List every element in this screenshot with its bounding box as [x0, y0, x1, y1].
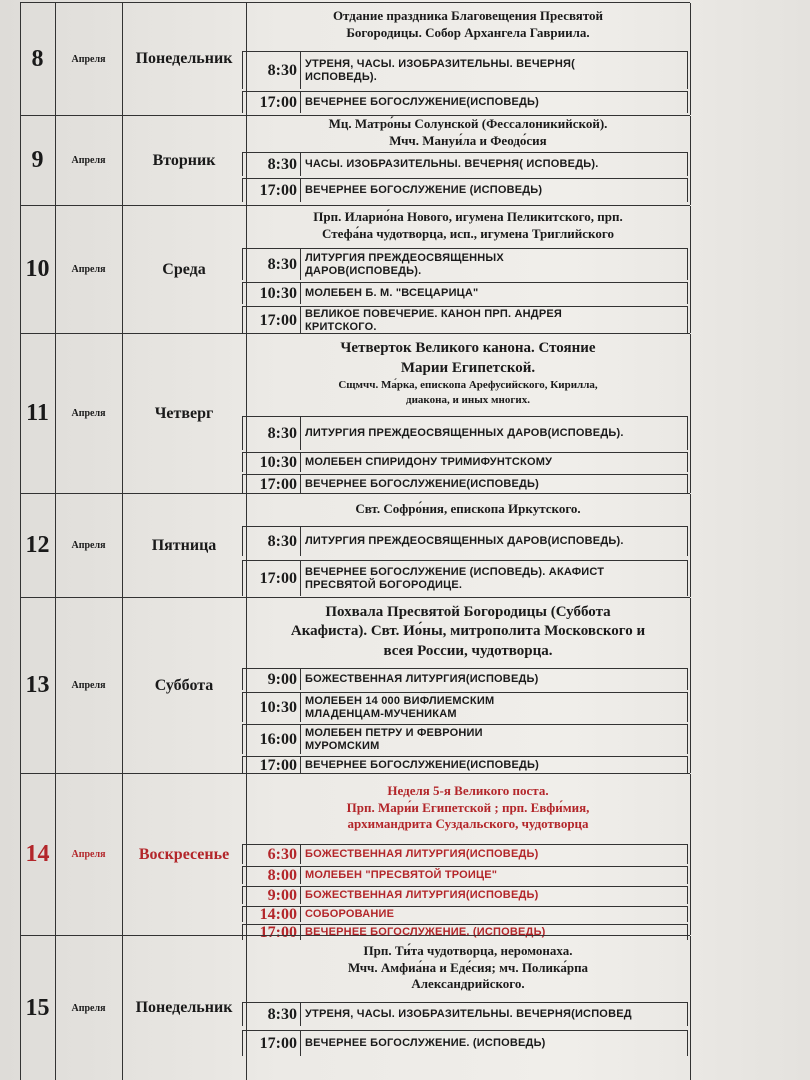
weekday-label: Понедельник	[135, 999, 233, 1016]
day-number: 11	[26, 400, 49, 426]
service-description: УТРЕНЯ, ЧАСЫ. ИЗОБРАЗИТЕЛЬНЫ. ВЕЧЕРНЯ( ИСПОВЕДЬ).	[305, 57, 575, 83]
service-row	[242, 668, 688, 690]
service-row	[242, 474, 688, 494]
feast-line: диакона, и иных многих.	[406, 393, 530, 406]
month-label: Апреля	[71, 155, 106, 166]
service-time: 16:00	[243, 725, 301, 754]
feast-line: Мчч. Амфиа́на и Еде́сия; мч. Полика́рпа	[347, 959, 589, 975]
feast-description	[246, 774, 690, 842]
month-label: Апреля	[71, 1002, 106, 1014]
service-description: ВЕЧЕРНЕЕ БОГОСЛУЖЕНИЕ(ИСПОВЕДЬ)	[305, 96, 540, 109]
service-row	[242, 844, 688, 864]
service-description: БОЖЕСТВЕННАЯ ЛИТУРГИЯ(ИСПОВЕДЬ)	[305, 889, 539, 902]
service-description: ЧАСЫ. ИЗОБРАЗИТЕЛЬНЫ. ВЕЧЕРНЯ( ИСПОВЕДЬ).	[305, 158, 599, 171]
service-description: БОЖЕСТВЕННАЯ ЛИТУРГИЯ(ИСПОВЕДЬ)	[305, 848, 539, 861]
day-number: 14	[25, 841, 50, 867]
feast-line: Похвала Пресвятой Богородицы (Суббота	[325, 603, 611, 620]
service-time: 17:00	[243, 1031, 301, 1056]
service-time: 8:30	[243, 1003, 301, 1026]
service-time: 8:30	[243, 527, 301, 556]
service-time: 17:00	[243, 561, 301, 596]
weekday-label: Четверг	[154, 404, 214, 422]
feast-description	[246, 3, 690, 47]
service-description: МОЛЕБЕН "ПРЕСВЯТОЙ ТРОИЦЕ"	[305, 869, 498, 882]
service-description: МОЛЕБЕН СПИРИДОНУ ТРИМИФУНТСКОМУ	[305, 456, 553, 469]
day-number: 8	[31, 45, 44, 72]
service-row	[242, 526, 688, 556]
service-row	[242, 692, 688, 722]
grid-line	[690, 334, 691, 493]
service-row	[242, 886, 688, 904]
service-time: 8:30	[243, 52, 301, 89]
service-description: ВЕЛИКОЕ ПОВЕЧЕРИЕ. КАНОН ПРП. АНДРЕЯ КРИТСКОГО.	[305, 307, 562, 333]
month-label: Апреля	[71, 849, 106, 860]
month-label: Апреля	[71, 680, 106, 691]
weekday-label: Воскресенье	[138, 845, 230, 863]
feast-line: Отдание праздника Благовещения Пресвятой	[332, 8, 604, 24]
feast-line: Марии Египетской.	[400, 359, 536, 376]
day-block-8	[20, 2, 690, 115]
weekday-label: Суббота	[154, 676, 214, 694]
feast-line: всея России, чудотворца.	[383, 642, 553, 659]
day-number: 9	[31, 147, 44, 173]
service-time: 9:00	[243, 887, 301, 904]
feast-line: Неделя 5-я Великого поста.	[387, 782, 549, 798]
grid-line	[690, 494, 691, 597]
service-row	[242, 91, 688, 113]
service-row	[242, 416, 688, 450]
service-row	[242, 756, 688, 774]
feast-line: Богородицы. Собор Архангела Гавриила.	[346, 25, 590, 40]
feast-description	[246, 206, 690, 246]
service-row	[242, 452, 688, 472]
grid-line	[690, 3, 691, 115]
month-label: Апреля	[71, 540, 106, 551]
weekday-label: Пятница	[151, 536, 217, 554]
feast-line: Прп. Иларио́на Нового, игумена Пеликитского, прп.	[313, 209, 623, 225]
service-description: СОБОРОВАНИЕ	[305, 908, 395, 921]
service-time: 10:30	[243, 283, 301, 304]
day-block-12	[20, 493, 690, 597]
feast-line: Прп. Ти́та чудотворца, неромонаха.	[363, 942, 573, 958]
day-block-14	[20, 773, 690, 941]
feast-line: архимандрита Суздальского, чудотворца	[347, 816, 589, 832]
service-description: БОЖЕСТВЕННАЯ ЛИТУРГИЯ(ИСПОВЕДЬ)	[305, 673, 539, 686]
service-row	[242, 282, 688, 304]
service-row	[242, 1002, 688, 1026]
service-description: УТРЕНЯ, ЧАСЫ. ИЗОБРАЗИТЕЛЬНЫ. ВЕЧЕРНЯ(ИСПОВЕД	[305, 1008, 632, 1021]
service-time: 8:30	[243, 417, 301, 450]
service-description: ЛИТУРГИЯ ПРЕЖДЕОСВЯЩЕННЫХ ДАРОВ(ИСПОВЕДЬ).	[305, 535, 624, 548]
service-time: 10:30	[243, 453, 301, 472]
service-time: 17:00	[243, 179, 301, 202]
service-time: 8:30	[243, 249, 301, 280]
day-block-10	[20, 205, 690, 333]
service-row	[242, 560, 688, 596]
day-block-9	[20, 115, 690, 205]
feast-description	[246, 936, 690, 1000]
service-description: ВЕЧЕРНЕЕ БОГОСЛУЖЕНИЕ. (ИСПОВЕДЬ)	[305, 926, 546, 939]
service-time: 8:30	[243, 153, 301, 176]
service-description: ЛИТУРГИЯ ПРЕЖДЕОСВЯЩЕННЫХ ДАРОВ(ИСПОВЕДЬ).	[305, 251, 504, 277]
service-row	[242, 866, 688, 884]
service-row	[242, 178, 688, 202]
service-description: ВЕЧЕРНЕЕ БОГОСЛУЖЕНИЕ(ИСПОВЕДЬ)	[305, 759, 540, 772]
service-description: МОЛЕБЕН ПЕТРУ И ФЕВРОНИИ МУРОМСКИМ	[305, 726, 483, 752]
month-label: Апреля	[71, 408, 106, 419]
feast-description	[246, 598, 690, 666]
feast-line: Свт. Софро́ния, епископа Иркутского.	[355, 500, 581, 516]
service-time: 8:00	[243, 867, 301, 884]
service-row	[242, 152, 688, 176]
service-description: МОЛЕБЕН 14 000 ВИФЛИЕМСКИМ МЛАДЕНЦАМ-МУЧЕНИКАМ	[305, 694, 495, 720]
day-block-13	[20, 597, 690, 773]
service-time: 9:00	[243, 669, 301, 690]
service-time: 17:00	[243, 475, 301, 494]
grid-line	[690, 774, 691, 935]
service-description: ВЕЧЕРНЕЕ БОГОСЛУЖЕНИЕ(ИСПОВЕДЬ)	[305, 478, 540, 491]
grid-line	[690, 598, 691, 773]
feast-line: Александрийского.	[411, 976, 525, 992]
service-row	[242, 724, 688, 754]
service-time: 6:30	[243, 845, 301, 864]
weekday-label: Вторник	[152, 151, 216, 169]
grid-line	[690, 116, 691, 205]
feast-line: Четверток Великого канона. Стояние	[340, 340, 596, 357]
feast-description	[246, 116, 690, 150]
weekday-label: Среда	[162, 260, 206, 278]
service-row	[242, 906, 688, 922]
service-row	[242, 248, 688, 280]
service-time: 17:00	[243, 92, 301, 113]
day-block-15	[20, 935, 690, 1080]
day-number: 13	[25, 672, 50, 698]
service-time: 17:00	[243, 307, 301, 334]
service-description: МОЛЕБЕН Б. М. "ВСЕЦАРИЦА"	[305, 287, 479, 300]
grid-line	[690, 206, 691, 333]
month-label: Апреля	[71, 264, 106, 275]
weekday-label: Понедельник	[135, 50, 233, 67]
service-description: ВЕЧЕРНЕЕ БОГОСЛУЖЕНИЕ (ИСПОВЕДЬ). АКАФИСТ ПРЕСВЯТОЙ БОГОРОДИЦЕ.	[305, 565, 605, 591]
service-description: ВЕЧЕРНЕЕ БОГОСЛУЖЕНИЕ. (ИСПОВЕДЬ)	[305, 1037, 546, 1050]
day-number: 15	[25, 994, 50, 1021]
day-number: 12	[25, 532, 50, 558]
service-time: 14:00	[243, 907, 301, 922]
day-block-11	[20, 333, 690, 493]
feast-line: Мц. Матро́ны Солунской (Фессалоникийской).	[328, 116, 608, 132]
feast-line: Стефа́на чудотворца, исп., игумена Триглийского	[322, 226, 614, 241]
service-row	[242, 306, 688, 334]
feast-line: Мчч. Мануи́ла и Феодо́сия	[389, 133, 547, 148]
feast-description	[246, 334, 690, 412]
day-number: 10	[25, 256, 50, 282]
service-time: 17:00	[243, 757, 301, 774]
feast-line: Сщмчч. Ма́рка, епископа Арефусийского, Кирилла,	[338, 379, 598, 392]
service-description: ЛИТУРГИЯ ПРЕЖДЕОСВЯЩЕННЫХ ДАРОВ(ИСПОВЕДЬ).	[305, 427, 624, 440]
service-description: ВЕЧЕРНЕЕ БОГОСЛУЖЕНИЕ (ИСПОВЕДЬ)	[305, 184, 543, 197]
grid-line	[690, 936, 691, 1080]
feast-line: Акафиста). Свт. Ио́ны, митрополита Московского и	[290, 623, 646, 640]
feast-line: Прп. Мари́и Египетской ; прп. Евфи́мия,	[346, 799, 590, 815]
feast-description	[246, 494, 690, 524]
month-label: Апреля	[71, 53, 106, 65]
service-row	[242, 51, 688, 89]
service-time: 10:30	[243, 693, 301, 722]
service-row	[242, 1030, 688, 1056]
service-time: 17:00	[243, 925, 301, 940]
